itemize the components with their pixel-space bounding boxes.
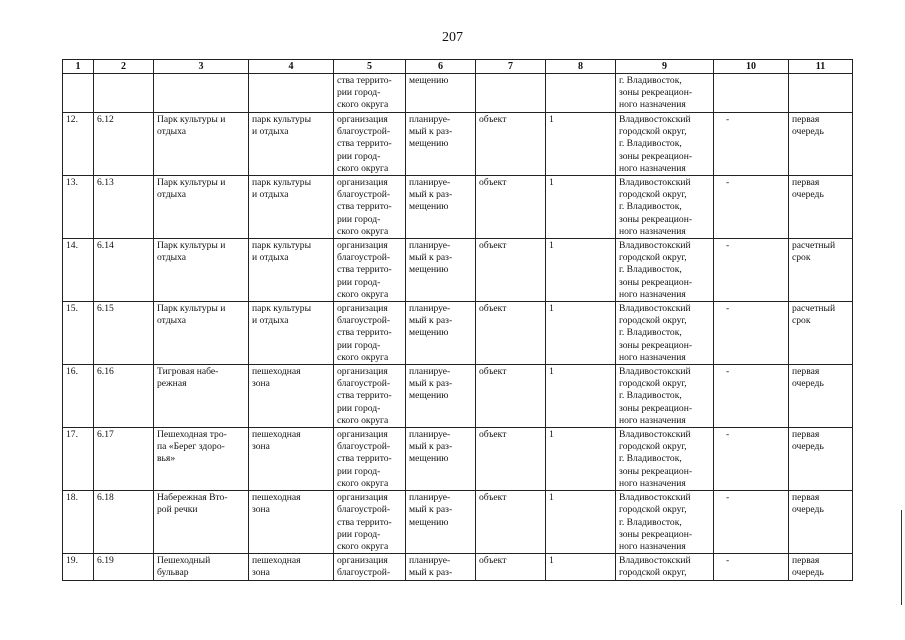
cell-purpose: организация благоустрой- ства террито- рии город- ского округа [334,239,406,302]
cell-location: г. Владивосток, зоны рекреацион- ного назначения [616,74,714,113]
cell-status: планируе- мый к раз- мещению [406,239,476,302]
cell-code: 6.14 [94,239,154,302]
cell-quantity: 1 [546,428,616,491]
cell-term: расчетный срок [789,302,853,365]
cell-name: Тигровая набе- режная [154,365,249,428]
cell-location: Владивостокский городской округ, [616,554,714,580]
col-header-10: 10 [714,60,789,74]
cell-name: Набережная Вто- рой речки [154,491,249,554]
table-row [63,554,853,580]
cell-col10: - [714,554,789,580]
cell-unit: объект [476,302,546,365]
cell-unit: объект [476,491,546,554]
cell-term: первая очередь [789,491,853,554]
cell-code: 6.17 [94,428,154,491]
col-header-2: 2 [94,60,154,74]
cell-term: первая очередь [789,113,853,176]
cell-status: планируе- мый к раз- мещению [406,113,476,176]
cell-purpose: организация благоустрой- [334,554,406,580]
cell-term: первая очередь [789,365,853,428]
cell-type: пешеходная зона [249,365,334,428]
cell-status: планируе- мый к раз- [406,554,476,580]
cell-type: парк культуры и отдыха [249,176,334,239]
register-table [62,59,853,581]
table-row [63,428,853,491]
cell-col10: - [714,491,789,554]
cell-number: 19. [63,554,94,580]
cell-type: парк культуры и отдыха [249,239,334,302]
cell-empty [546,74,616,113]
cell-purpose: организация благоустрой- ства террито- рии город- ского округа [334,113,406,176]
cell-empty [789,74,853,113]
cell-quantity: 1 [546,491,616,554]
cell-status: планируе- мый к раз- мещению [406,491,476,554]
cell-col10: - [714,239,789,302]
cell-status: планируе- мый к раз- мещению [406,365,476,428]
cell-empty [63,74,94,113]
col-header-11: 11 [789,60,853,74]
table-row [63,113,853,176]
cell-purpose: организация благоустрой- ства террито- рии город- ского округа [334,365,406,428]
cell-location: Владивостокский городской округ, г. Владивосток, зоны рекреацион- ного назначения [616,365,714,428]
table-row [63,491,853,554]
cell-code: 6.15 [94,302,154,365]
cell-purpose: ства террито- рии город- ского округа [334,74,406,113]
cell-code: 6.18 [94,491,154,554]
table-row [63,302,853,365]
cell-code: 6.16 [94,365,154,428]
cell-location: Владивостокский городской округ, г. Владивосток, зоны рекреацион- ного назначения [616,176,714,239]
table-row [63,365,853,428]
cell-quantity: 1 [546,176,616,239]
cell-number: 14. [63,239,94,302]
cell-col10: - [714,176,789,239]
cell-empty [249,74,334,113]
cell-status: планируе- мый к раз- мещению [406,302,476,365]
cell-location: Владивостокский городской округ, г. Владивосток, зоны рекреацион- ного назначения [616,428,714,491]
col-header-6: 6 [406,60,476,74]
cell-location: Владивостокский городской округ, г. Владивосток, зоны рекреацион- ного назначения [616,113,714,176]
cell-type: пешеходная зона [249,428,334,491]
col-header-7: 7 [476,60,546,74]
cell-type: пешеходная зона [249,554,334,580]
cell-number: 15. [63,302,94,365]
cell-term: первая очередь [789,554,853,580]
cell-col10: - [714,302,789,365]
cell-name: Парк культуры и отдыха [154,176,249,239]
cell-purpose: организация благоустрой- ства террито- рии город- ского округа [334,176,406,239]
cell-status: мещению [406,74,476,113]
cell-name: Парк культуры и отдыха [154,113,249,176]
cell-unit: объект [476,365,546,428]
cell-number: 18. [63,491,94,554]
cell-name: Парк культуры и отдыха [154,239,249,302]
cell-empty [94,74,154,113]
cell-location: Владивостокский городской округ, г. Владивосток, зоны рекреацион- ного назначения [616,239,714,302]
cell-purpose: организация благоустрой- ства террито- рии город- ского округа [334,491,406,554]
cell-code: 6.13 [94,176,154,239]
cell-col10: - [714,113,789,176]
cell-status: планируе- мый к раз- мещению [406,428,476,491]
cell-unit: объект [476,176,546,239]
cell-quantity: 1 [546,113,616,176]
table-row [63,239,853,302]
col-header-4: 4 [249,60,334,74]
cell-purpose: организация благоустрой- ства террито- рии город- ского округа [334,302,406,365]
header-row [63,60,853,74]
cell-unit: объект [476,428,546,491]
page-number: 207 [442,30,463,45]
cell-location: Владивостокский городской округ, г. Владивосток, зоны рекреацион- ного назначения [616,302,714,365]
cell-empty [476,74,546,113]
cell-empty [154,74,249,113]
cell-type: парк культуры и отдыха [249,302,334,365]
cell-term: первая очередь [789,176,853,239]
cell-quantity: 1 [546,365,616,428]
table-row [63,176,853,239]
cell-quantity: 1 [546,302,616,365]
col-header-1: 1 [63,60,94,74]
cell-purpose: организация благоустрой- ства террито- рии город- ского округа [334,428,406,491]
cell-number: 12. [63,113,94,176]
scan-edge-line [901,510,902,605]
cell-empty [714,74,789,113]
col-header-3: 3 [154,60,249,74]
col-header-9: 9 [616,60,714,74]
col-header-8: 8 [546,60,616,74]
cell-term: расчетный срок [789,239,853,302]
cell-unit: объект [476,113,546,176]
cell-status: планируе- мый к раз- мещению [406,176,476,239]
col-header-5: 5 [334,60,406,74]
cell-name: Парк культуры и отдыха [154,302,249,365]
cell-number: 16. [63,365,94,428]
table-row-continued [63,74,853,113]
cell-number: 13. [63,176,94,239]
cell-unit: объект [476,239,546,302]
cell-term: первая очередь [789,428,853,491]
cell-quantity: 1 [546,554,616,580]
cell-type: парк культуры и отдыха [249,113,334,176]
cell-location: Владивостокский городской округ, г. Владивосток, зоны рекреацион- ного назначения [616,491,714,554]
cell-code: 6.12 [94,113,154,176]
cell-unit: объект [476,554,546,580]
cell-quantity: 1 [546,239,616,302]
cell-type: пешеходная зона [249,491,334,554]
cell-number: 17. [63,428,94,491]
cell-code: 6.19 [94,554,154,580]
cell-col10: - [714,428,789,491]
cell-col10: - [714,365,789,428]
cell-name: Пешеходный бульвар [154,554,249,580]
cell-name: Пешеходная тро- па «Берег здоро- вья» [154,428,249,491]
